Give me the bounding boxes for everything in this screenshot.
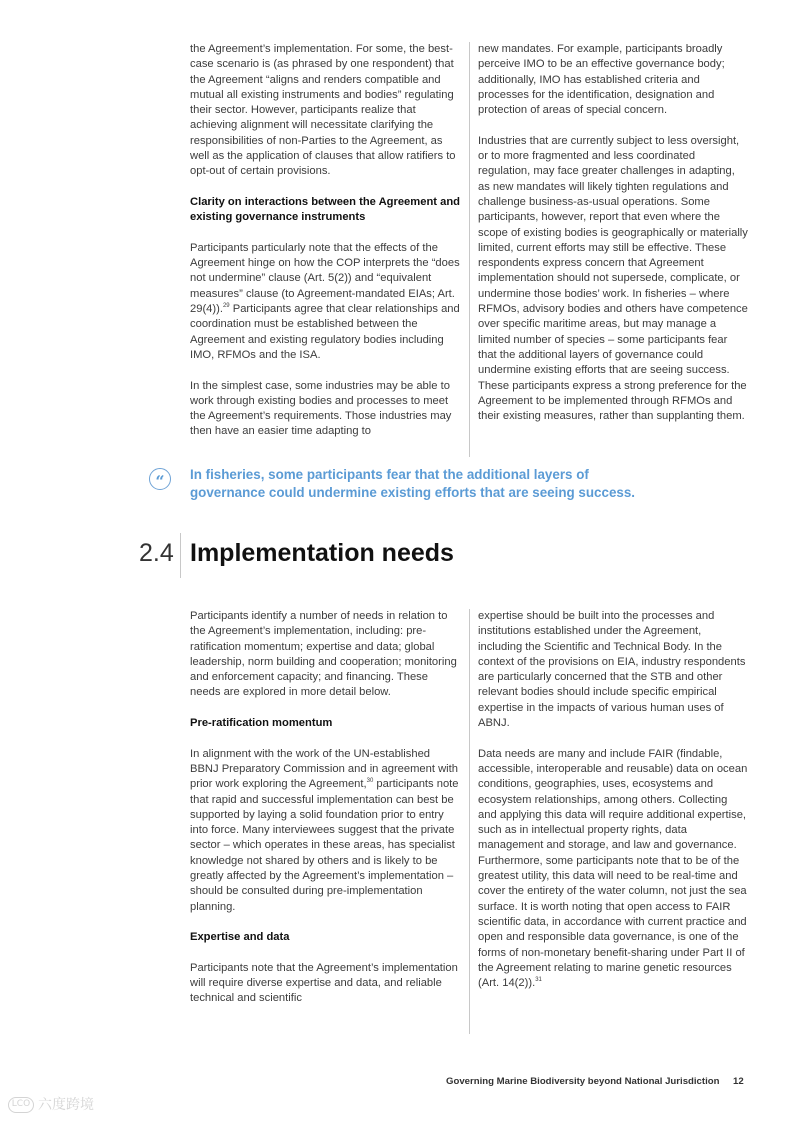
watermark-logo-icon: LCO: [8, 1097, 34, 1113]
top-right-column: [478, 42, 748, 440]
subheading: Clarity on interactions between the Agreement and existing governance instruments: [190, 195, 461, 224]
paragraph: Data needs are many and include FAIR (findable, accessible, interoperable and reusable) data on ocean conditions, geographies, uses, ecosystems and ecosystem relationships, among others. Collecting and applying this data will require additional expertise, such as in intellectual property rights, data management and storage, and law and governance. Furthermore, some participants note that to be of the greatest utility, this data will need to be real-time and cover the entirety of the water column, not just the sea surface. It is worth noting that open access to FAIR scientific data, in accordance with current practice and open and responsible data governance, is one of the forms of non-monetary benefit-sharing under Part II of the Agreement relating to marine genetic resources (Art. 14(2)).$^{31}$: [478, 747, 748, 990]
watermark-text: 六度跨境: [38, 1097, 94, 1113]
column-divider: [469, 609, 470, 1034]
subheading: Expertise and data: [190, 931, 290, 944]
bottom-left-column: [190, 609, 460, 1022]
section-divider: [180, 533, 181, 578]
paragraph: Participants identify a number of needs in relation to the Agreement’s implementation, including: pre-ratification momentum; expertise and data; global leadership, norm building and cooperation; monitoring and enforcement capacity; and financing. These needs are explored in more detail below.: [190, 610, 457, 699]
paragraph: new mandates. For example, participants broadly perceive IMO to be an effective governance body; additionally, IMO has established criteria and processes for the identification, designation and protection of areas of special concern.: [478, 43, 725, 117]
paragraph: Participants particularly note that the effects of the Agreement hinge on how the COP interprets the “does not undermine” clause (Art. 5(2)) and “equivalent measures” clause (to Agreement-mandated EIAs; Art. 29(4)).$^{29}$ Participants agree that clear relationships and coordination must be established between the Agreement and existing regulatory bodies including IMO, RFMOs and the ISA.: [190, 241, 460, 361]
footnote-ref[interactable]: 30: [366, 778, 374, 785]
paragraph: In alignment with the work of the UN-established BBNJ Preparatory Commission and in agreement with prior work exploring the Agreement,$^{30}$ participants note that rapid and successful implementation can best be supported by laying a solid foundation prior to entry into force. Many interviewees suggest that the private sector – which operates in these areas, has specialist knowledge not shared by others and is likely to be greatly affected by the Agreement’s implementation – should be consulted during pre-implementation planning.: [190, 747, 459, 913]
bottom-right-column: [478, 609, 748, 1007]
footer-title: Governing Marine Biodiversity beyond National Jurisdiction: [446, 1076, 720, 1087]
paragraph: Industries that are currently subject to less oversight, or to more fragmented and less coordinated regulation, may face greater challenges in adapting, as new mandates will likely tighten regulations and challenge business-as-usual operations. Some participants, however, report that even where the scope of existing bodies is geographically or materially limited, current efforts may still be effective. These respondents express concern that Agreement implementation should not supersede, complicate, or undermine those bodies’ work. In fisheries – where RFMOs, advisory bodies and others have competence over specific maritime areas, but may manage a limited number of species – some participants fear that the additional layers of governance could undermine existing efforts that are seeing success. These participants express a strong preference for the Agreement to be implemented through RFMOs and their existing measures, rather than supplanting them.: [478, 134, 748, 423]
pull-quote: In fisheries, some participants fear that the additional layers of governance could undermine existing efforts that are seeing success.: [190, 467, 636, 500]
footnote-ref[interactable]: 29: [222, 303, 230, 310]
section-number: 2.4: [139, 539, 174, 567]
column-divider: [469, 42, 470, 457]
subheading: Pre-ratification momentum: [190, 717, 333, 730]
quote-icon: “: [149, 468, 171, 490]
footnote-ref[interactable]: 31: [535, 977, 542, 984]
paragraph: the Agreement’s implementation. For some, the best-case scenario is (as phrased by one respondent) that the Agreement “aligns and renders compatible and mutual all existing instruments and bodies” regulating their sector. However, participants realize that achieving alignment will necessitate clarifying the responsibilities of non-Parties to the Agreement, as well as the application of clauses that allow ratifiers to opt-out of certain provisions.: [190, 43, 456, 178]
paragraph: In the simplest case, some industries may be able to work through existing bodies and processes to meet the Agreement’s requirements. Those industries may then have an easier time adapting to: [190, 379, 452, 438]
section-title: Implementation needs: [190, 539, 454, 567]
watermark: [8, 1096, 94, 1114]
top-left-column: [190, 42, 460, 455]
paragraph: Participants note that the Agreement’s implementation will require diverse expertise and data, and reliable technical and scientific: [190, 961, 458, 1005]
paragraph: expertise should be built into the processes and institutions established under the Agreement, including the Scientific and Technical Body. In the context of the provisions on EIA, industry respondents are particularly concerned that the STB and other relevant bodies should include specific empirical expertise in the impacts of various human uses of ABNJ.: [478, 610, 746, 730]
page-number: 12: [733, 1076, 744, 1087]
